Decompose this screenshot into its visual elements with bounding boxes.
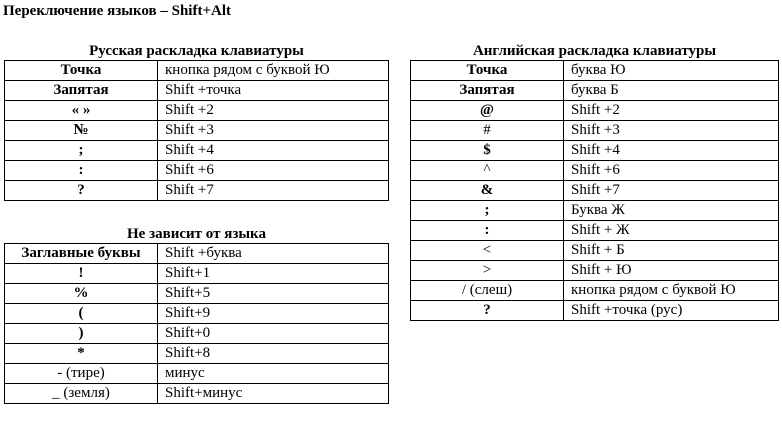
key-cell: Запятая bbox=[5, 81, 158, 101]
table-row bbox=[411, 121, 779, 141]
combo-cell: Shift + Б bbox=[564, 241, 779, 261]
table-row bbox=[411, 181, 779, 201]
table-row bbox=[411, 141, 779, 161]
key-cell: # bbox=[411, 121, 564, 141]
combo-cell: минус bbox=[158, 364, 389, 384]
combo-cell: кнопка рядом с буквой Ю bbox=[158, 61, 389, 81]
key-cell: Запятая bbox=[411, 81, 564, 101]
table-row bbox=[411, 281, 779, 301]
english-layout-title: Английская раскладка клавиатуры bbox=[472, 43, 717, 59]
combo-cell: Shift +3 bbox=[564, 121, 779, 141]
combo-cell: Shift +7 bbox=[158, 181, 389, 201]
table-row bbox=[5, 264, 389, 284]
key-cell: & bbox=[411, 181, 564, 201]
combo-cell: Shift +4 bbox=[158, 141, 389, 161]
russian-layout-table bbox=[4, 60, 389, 201]
key-cell: ^ bbox=[411, 161, 564, 181]
key-cell: ! bbox=[5, 264, 158, 284]
combo-cell: Shift +точка bbox=[158, 81, 389, 101]
table-row bbox=[5, 161, 389, 181]
combo-cell: буква Ю bbox=[564, 61, 779, 81]
table-row bbox=[5, 61, 389, 81]
key-cell: / (слеш) bbox=[411, 281, 564, 301]
key-cell: « » bbox=[5, 101, 158, 121]
combo-cell: Shift + Ю bbox=[564, 261, 779, 281]
table-row bbox=[5, 304, 389, 324]
key-cell: ; bbox=[5, 141, 158, 161]
key-cell: ? bbox=[5, 181, 158, 201]
key-cell: - (тире) bbox=[5, 364, 158, 384]
key-cell: Заглавные буквы bbox=[5, 244, 158, 264]
table-row bbox=[411, 81, 779, 101]
combo-cell: Shift +2 bbox=[158, 101, 389, 121]
english-layout-table bbox=[410, 60, 779, 321]
page-title: Переключение языков – Shift+Alt bbox=[3, 3, 231, 19]
combo-cell: Shift +6 bbox=[158, 161, 389, 181]
table-row bbox=[411, 201, 779, 221]
key-cell: _ (земля) bbox=[5, 384, 158, 404]
key-cell: Точка bbox=[5, 61, 158, 81]
table-row bbox=[5, 81, 389, 101]
table-row bbox=[5, 244, 389, 264]
key-cell: * bbox=[5, 344, 158, 364]
english-layout-section bbox=[410, 42, 779, 321]
key-cell: № bbox=[5, 121, 158, 141]
table-row bbox=[5, 384, 389, 404]
combo-cell: Shift+9 bbox=[158, 304, 389, 324]
independent-table bbox=[4, 243, 389, 404]
table-row bbox=[5, 181, 389, 201]
table-row bbox=[411, 161, 779, 181]
key-cell: ; bbox=[411, 201, 564, 221]
combo-cell: Shift +буква bbox=[158, 244, 389, 264]
key-cell: $ bbox=[411, 141, 564, 161]
russian-layout-title: Русская раскладка клавиатуры bbox=[89, 43, 304, 59]
table-row bbox=[5, 141, 389, 161]
russian-layout-section bbox=[4, 42, 389, 201]
combo-cell: Shift+0 bbox=[158, 324, 389, 344]
combo-cell: Shift +7 bbox=[564, 181, 779, 201]
key-cell: ? bbox=[411, 301, 564, 321]
combo-cell: Shift +3 bbox=[158, 121, 389, 141]
combo-cell: Shift+5 bbox=[158, 284, 389, 304]
table-row bbox=[5, 324, 389, 344]
combo-cell: Shift+8 bbox=[158, 344, 389, 364]
key-cell: Точка bbox=[411, 61, 564, 81]
combo-cell: буква Б bbox=[564, 81, 779, 101]
combo-cell: Shift +4 bbox=[564, 141, 779, 161]
table-row bbox=[5, 101, 389, 121]
independent-section bbox=[4, 225, 389, 404]
table-row bbox=[5, 121, 389, 141]
table-row bbox=[5, 364, 389, 384]
table-row bbox=[411, 101, 779, 121]
table-row bbox=[411, 221, 779, 241]
combo-cell: Shift+1 bbox=[158, 264, 389, 284]
table-row bbox=[411, 61, 779, 81]
combo-cell: кнопка рядом с буквой Ю bbox=[564, 281, 779, 301]
table-row bbox=[5, 284, 389, 304]
combo-cell: Shift +2 bbox=[564, 101, 779, 121]
independent-title: Не зависит от языка bbox=[127, 226, 266, 242]
key-cell: ) bbox=[5, 324, 158, 344]
combo-cell: Shift + Ж bbox=[564, 221, 779, 241]
key-cell: : bbox=[411, 221, 564, 241]
table-row bbox=[411, 241, 779, 261]
table-row bbox=[411, 301, 779, 321]
table-row bbox=[411, 261, 779, 281]
key-cell: @ bbox=[411, 101, 564, 121]
key-cell: > bbox=[411, 261, 564, 281]
table-row bbox=[5, 344, 389, 364]
combo-cell: Shift+минус bbox=[158, 384, 389, 404]
key-cell: < bbox=[411, 241, 564, 261]
key-cell: : bbox=[5, 161, 158, 181]
key-cell: % bbox=[5, 284, 158, 304]
combo-cell: Shift +6 bbox=[564, 161, 779, 181]
combo-cell: Буква Ж bbox=[564, 201, 779, 221]
combo-cell: Shift +точка (рус) bbox=[564, 301, 779, 321]
key-cell: ( bbox=[5, 304, 158, 324]
